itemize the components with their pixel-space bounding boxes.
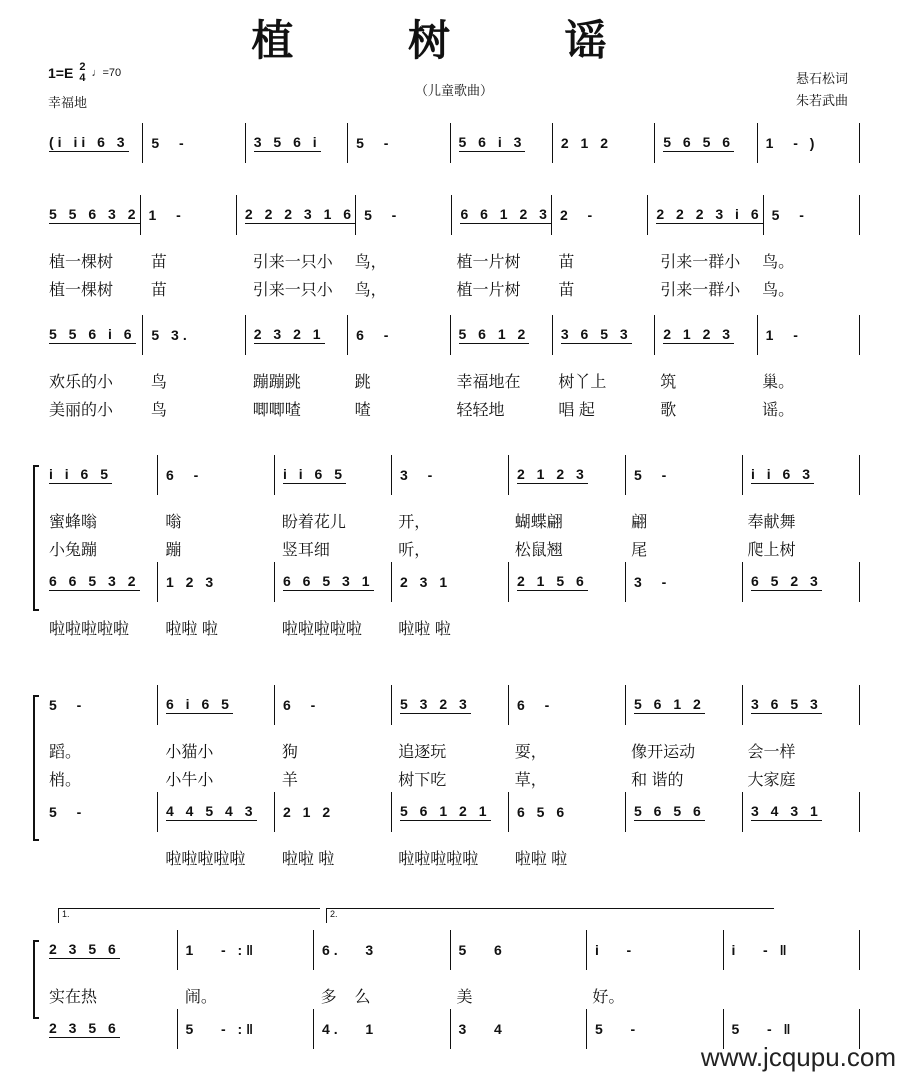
measure-notes: 5 5 6 i 6 [49,326,136,342]
measure-notes: i i 6 3 [751,466,815,482]
measure-notes: 6 - [166,467,203,483]
lyric-syllables: 嗡 [165,513,182,531]
measure-notes: 2 1 2 3 [663,326,735,342]
genre-subtitle: （儿童歌曲） [414,83,493,98]
measure-notes: 5 - [771,207,808,223]
measure [157,685,274,725]
measure [625,685,742,725]
measure-notes: i - [595,942,636,958]
lyric-syllables: 鸟。 [762,253,795,271]
lyric-syllables: 苗 [150,253,167,271]
time-bottom: 4 [79,72,86,84]
measure-notes: 6 - [356,327,393,343]
staff [45,195,860,302]
measure [508,685,625,725]
lyrics-verse-2 [45,764,860,792]
measure-notes: 2 3 2 1 [253,326,325,342]
measure-notes: i i 6 5 [283,466,347,482]
staff [45,685,860,792]
staff [45,315,860,422]
measure-notes: 5 - [49,804,86,820]
notes-row [45,930,860,970]
measure [236,195,355,235]
lyric-syllables [724,981,860,1009]
measure-notes: 2 1 5 6 [517,573,588,589]
lyric-syllables [627,843,743,871]
measure [723,930,861,970]
measure-notes: 6 6 1 2 3 [460,206,551,222]
measure [742,455,860,495]
measure-notes: 3 4 3 1 [751,803,822,819]
measure-notes: 6 5 2 3 [751,573,822,589]
measure [274,792,391,832]
measure [757,123,860,163]
measure-notes: 5 3. [151,327,191,343]
measure [157,455,274,495]
measure-notes: 5 6 1 2 1 [400,803,491,819]
lyric-syllables: 苗 [558,281,575,299]
measure [142,123,244,163]
lyric-syllables: 筑 [660,373,677,391]
measure [508,455,625,495]
lyric-syllables: 啦啦 啦 [398,620,451,638]
lyric-syllables: 引来一群小 [660,253,741,271]
measure-notes: i i 6 5 [49,466,113,482]
staff [45,562,860,641]
system-5 [45,685,860,871]
measure-notes: 3 6 5 3 [560,326,632,342]
lyric-syllables [744,843,860,871]
measure [450,1009,587,1049]
lyrics-verse-2 [45,394,860,422]
key-tonic: 1=E [48,65,74,81]
measure [625,455,742,495]
measure-notes: 3 5 6 i [253,134,321,150]
measure [157,792,274,832]
measure-notes: 2 3 5 6 [49,1020,120,1036]
measure-notes: 6 - [517,697,554,713]
notes-row [45,685,860,725]
system-2 [45,195,860,302]
measure [742,562,860,602]
measure-notes: 2 1 2 [283,804,335,820]
lyric-syllables: 实在热 [49,988,98,1006]
lyric-syllables: 苗 [558,253,575,271]
measure [625,562,742,602]
measure-notes: 5 6 1 2 [634,696,705,712]
system-6 [45,930,860,1049]
measure [742,792,860,832]
measure-notes: 5 - [356,135,393,151]
measure-notes: 5 - [595,1021,640,1037]
lyric-syllables: 耍， [514,743,547,761]
measure [552,123,654,163]
measure-notes: (i ii 6 3 [49,134,129,150]
lyric-syllables: 奉献舞 [747,513,796,531]
measure-notes: 5 - [49,697,86,713]
lyrics-verse-1 [45,843,860,871]
lyric-syllables: 树丫上 [558,373,607,391]
lyric-syllables: 蹈。 [49,743,82,761]
credits [796,68,848,112]
lyric-syllables: 松鼠翘 [514,541,563,559]
lyric-syllables: 引来一只小 [252,253,333,271]
lyric-syllables: 啦啦 啦 [281,850,335,868]
lyric-syllables: 啦啦 啦 [165,620,218,638]
lyric-syllables: 歌 [660,401,677,419]
notes-row [45,123,860,163]
watermark: www.jcqupu.com [700,1042,896,1072]
staff [45,792,860,871]
measure [177,930,314,970]
lyric-syllables: 蹦蹦跳 [252,373,301,391]
lyric-syllables: 鸟， [354,253,387,271]
lyric-syllables [627,613,743,641]
measure-notes: 5 5 6 3 2 [49,206,140,222]
measure [391,792,508,832]
measure [508,562,625,602]
measure-notes: 6 - [283,697,320,713]
measure [45,195,140,235]
lyric-syllables: 蝴蝶翩 [514,513,563,531]
lyric-syllables: 好。 [592,988,625,1006]
measure [647,195,762,235]
volta-first-ending: 1. [58,908,320,923]
measure-notes: 5 6 1 2 [458,326,530,342]
measure-notes: 5 - [634,467,671,483]
lyric-syllables: 唱 起 [558,401,595,419]
measure-notes: i - ‖ [731,942,791,958]
lyric-syllables: 竖耳细 [281,541,330,559]
measure-notes: 6 6 5 3 1 [283,573,374,589]
lyric-syllables: 梢。 [49,771,82,789]
measure [313,1009,450,1049]
measure-notes: 4 4 5 4 3 [166,803,257,819]
tempo-marking: ♩=70 [91,67,122,79]
measure-notes: 4. 1 [322,1021,378,1037]
lyric-syllables: 草， [514,771,547,789]
lyric-syllables: 听， [398,541,431,559]
measure [245,315,347,355]
lyrics-verse-1 [45,736,860,764]
measure [45,455,157,495]
measure [654,315,756,355]
notes-row [45,455,860,495]
measure-notes: 2 3 5 6 [49,941,120,957]
expression-marking: 幸福地 [48,95,88,110]
measure [177,1009,314,1049]
measure [245,123,347,163]
staff [45,123,860,163]
measure [45,123,142,163]
lyric-syllables: 盼着花儿 [281,513,346,531]
lyrics-verse-2 [45,274,860,302]
lyrics-verse-1 [45,366,860,394]
lyric-syllables: 欢乐的小 [49,373,114,391]
lyric-syllables: 小兔蹦 [49,541,98,559]
measure [157,562,274,602]
measure-notes: 5 - [151,135,188,151]
lyric-syllables: 啦啦啦啦啦 [281,620,362,638]
notes-row [45,195,860,235]
measure [313,930,450,970]
lyric-syllables: 苗 [150,281,167,299]
lyric-syllables: 植一棵树 [49,281,114,299]
lyric-syllables: 巢。 [762,373,795,391]
lyric-syllables: 鸟 [150,401,167,419]
measure-notes: 6 6 5 3 2 [49,573,140,589]
measure [45,562,157,602]
measure-notes: 3 - [400,467,437,483]
measure-notes: 2 3 1 [400,574,452,590]
measure-notes: 6 i 6 5 [166,696,233,712]
measure [451,195,551,235]
lyrics-verse-1 [45,506,860,534]
lyric-syllables: 树下吃 [398,771,447,789]
measure-notes: 1 - [765,327,802,343]
lyric-syllables: 幸福地在 [456,373,521,391]
measure [347,315,449,355]
system-3 [45,315,860,422]
measure-notes: 2 2 2 3 1 6 [244,206,356,222]
notes-row [45,562,860,602]
measure-notes: 2 1 2 3 [517,466,588,482]
measure [742,685,860,725]
lyric-syllables: 引来一群小 [660,281,741,299]
lyric-syllables: 鸟， [354,281,387,299]
notes-row [45,315,860,355]
measure-notes: 6 5 6 [517,804,569,820]
lyric-syllables: 美 [456,988,473,1006]
measure-notes: 5 6 5 6 [663,134,735,150]
measure [45,1009,177,1049]
measure-notes: 5 6 [458,942,506,958]
staff [45,930,860,1009]
lyric-syllables: 多 么 [320,988,371,1006]
measure [654,123,756,163]
lyric-syllables: 美丽的小 [49,401,114,419]
lyric-syllables: 蜜蜂嗡 [49,513,98,531]
time-top: 2 [79,61,86,73]
measure-notes: 5 - ‖ [731,1021,795,1037]
measure [551,195,647,235]
measure [45,930,177,970]
notes-row [45,792,860,832]
measure [347,123,449,163]
measure-notes: 5 6 i 3 [458,134,526,150]
measure [45,685,157,725]
lyric-syllables: 唧唧喳 [252,401,301,419]
lyric-syllables: 尾 [631,541,648,559]
lyric-syllables: 引来一只小 [252,281,333,299]
lyric-syllables: 开， [398,513,431,531]
measure-notes: 5 3 2 3 [400,696,471,712]
measure [763,195,860,235]
lyric-syllables: 蹦 [165,541,182,559]
lyric-syllables: 闹。 [184,988,217,1006]
measure-notes: 6. 3 [322,942,378,958]
song-title: 植 树 谣 [251,16,657,65]
volta-second-ending: 2. [326,908,774,923]
measure [450,930,587,970]
measure [450,123,552,163]
lyrics-verse-1 [45,613,860,641]
lyric-syllables: 植一片树 [456,281,521,299]
lyric-syllables: 啦啦 啦 [514,850,568,868]
lyric-syllables: 啦啦啦啦啦 [165,850,246,868]
measure-notes: 1 - ) [765,135,819,151]
measure [391,455,508,495]
measure-notes: 5 6 5 6 [634,803,705,819]
measure [508,792,625,832]
measure [274,685,391,725]
lyric-syllables: 啦啦啦啦啦 [49,620,130,638]
lyric-syllables: 植一棵树 [49,253,114,271]
measure [625,792,742,832]
measure-notes: 2 1 2 [560,135,613,151]
lyric-syllables: 和 谐的 [631,771,684,789]
measure [450,315,552,355]
measure [355,195,451,235]
lyric-syllables: 大家庭 [747,771,796,789]
measure-notes: 3 6 5 3 [751,696,822,712]
measure [586,930,723,970]
lyric-syllables: 跳 [354,373,371,391]
lyric-syllables: 爬上树 [747,541,796,559]
measure [45,315,142,355]
measure [142,315,244,355]
measure [757,315,860,355]
lyric-syllables: 狗 [281,743,298,761]
lyric-syllables: 翩 [631,513,648,531]
composer: 朱若武曲 [796,93,849,108]
measure [274,562,391,602]
staff [45,455,860,562]
lyric-syllables [511,613,627,641]
measure-notes: 3 4 [458,1021,506,1037]
lyrics-verse-1 [45,981,860,1009]
measure-notes: 2 2 2 3 i 6 [656,206,763,222]
lyric-syllables: 轻轻地 [456,401,505,419]
measure-notes: 5 - :‖ [185,1021,258,1037]
measure [274,455,391,495]
measure [140,195,236,235]
measure [552,315,654,355]
measure [391,685,508,725]
lyric-syllables: 小猫小 [165,743,214,761]
system-4 [45,455,860,641]
lyric-syllables: 羊 [281,771,298,789]
lyric-syllables: 像开运动 [631,743,696,761]
measure-notes: 1 - :‖ [185,942,258,958]
measure-notes: 1 - [148,207,185,223]
lyric-syllables: 喳 [354,401,371,419]
lyric-syllables: 小牛小 [165,771,214,789]
lyrics-verse-2 [45,534,860,562]
measure-notes: 5 - [364,207,401,223]
lyric-syllables: 啦啦啦啦啦 [398,850,479,868]
lyric-syllables: 鸟 [150,373,167,391]
lyric-syllables: 会一样 [747,743,796,761]
lyricist: 悬石松词 [796,71,849,86]
lyrics-verse-1 [45,246,860,274]
measure-notes: 3 - [634,574,671,590]
measure [45,792,157,832]
lyric-syllables: 谣。 [762,401,795,419]
lyric-syllables: 追逐玩 [398,743,447,761]
measure-notes: 2 - [559,207,597,223]
system-1 [45,123,860,163]
measure-notes: 1 2 3 [166,574,218,590]
lyric-syllables [45,843,161,871]
lyric-syllables: 植一片树 [456,253,521,271]
lyric-syllables: 鸟。 [762,281,795,299]
measure [391,562,508,602]
lyric-syllables [744,613,860,641]
